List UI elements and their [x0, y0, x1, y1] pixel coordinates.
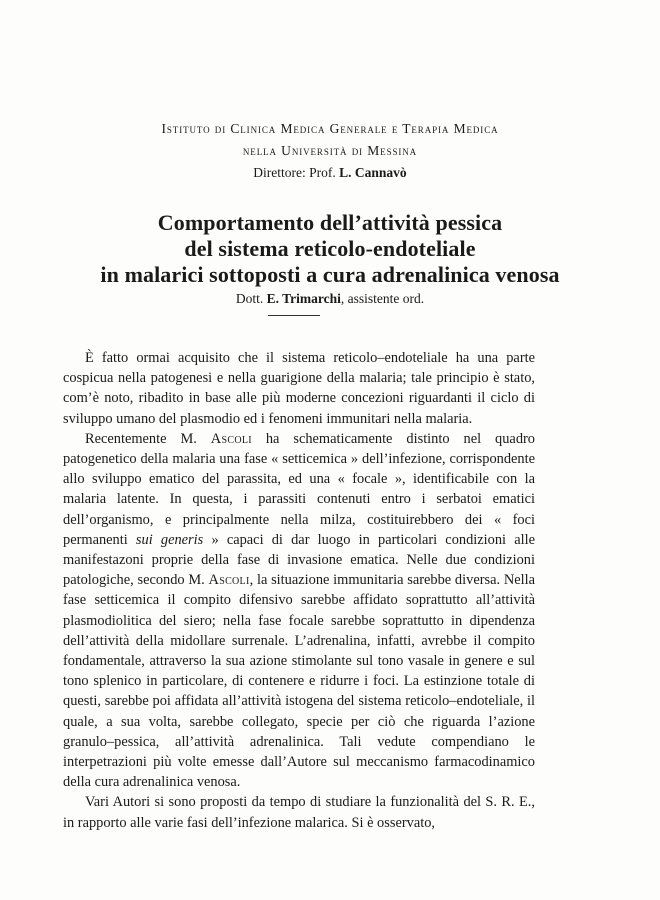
p2-author-name: Ascoli [210, 430, 252, 447]
p2-text-b: ha schematicamente distinto nel quadro patogenetico della malaria una fase « setticemica » dell’infezione, corrispondente allo sviluppo ematico del parassita, ed una « focale », identificabile con la malaria latente. In questa, i parassiti contenuti entro i serbatoi ematici dell’organismo, e principalmente nella milza, costituirebbero dei « foci permanenti [63, 430, 536, 548]
director-line [0, 165, 660, 181]
author-name: E. Trimarchi [266, 291, 341, 306]
title-line-3: in malarici sottoposti a cura adrenalinica venosa [100, 262, 560, 287]
director-name: L. Cannavò [339, 165, 407, 180]
p2-text-a: Recentemente M. [85, 430, 211, 447]
author-role: , assistente ord. [340, 291, 425, 306]
paragraph-1: È fatto ormai acquisito che il sistema reticolo–endoteliale ha una parte cospicua nella patogenesi e nella guarigione della malaria; tale principio è stato, com’è noto, ribadito in base alle più moderne concezioni riguardanti il ciclo di sviluppo umano del plasmodio ed i fenomeni immunitari nella malaria. [63, 350, 535, 427]
p2-text-d: , la situazione immunitaria sarebbe diversa. Nella fase setticemica il compito difensivo sarebbe affidato soprattutto all’attività plasmodiolitica del siero; nella fase focale sarebbe soprattutto in dipendenza dell’attività della midollare surrenale. L’adrenalina, infatti, avrebbe il compito fondamentale, attraverso la sua azione stimolante sul tono vasale in genere e sul tono splenico in particolare, di contenere e ridurre i foci. La estinzione totale di questi, sarebbe poi affidata all’attività istogena del sistema reticolo–endoteliale, il quale, a sua volta, sarebbe collegato, specie per ciò che riguarda l’azione granulo–pessica, all’attività adrenalinica. Tali vedute compendiano le interpetrazioni più volte emesse dall’Autore sul meccanismo farmacodinamico della cura adrenalinica venosa. [63, 572, 535, 791]
body-text [63, 348, 535, 833]
paragraph-2 [63, 429, 535, 793]
title-line-1: Comportamento dell’attività pessica [157, 210, 503, 235]
title-line-2: del sistema reticolo-endoteliale [184, 236, 476, 261]
institute-line-1: Istituto di Clinica Medica Generale e Terapia Medica [161, 121, 499, 136]
paragraph-3: Vari Autori si sono proposti da tempo di studiare la funzionalità del S. R. E., in rapporto alle varie fasi dell’infezione malarica. Si è osservato, [63, 794, 535, 831]
p2-author-name-2: Ascoli [208, 572, 250, 589]
author-line [0, 291, 660, 307]
institute-line-2: nella Università di Messina [242, 143, 418, 158]
p2-italic-term: sui generis [135, 531, 204, 548]
p2-text-c: » capaci di dar luogo in particolari condizioni alle manifestazoni proprie della fase di invasione ematica. Nelle due condizioni patologiche, secondo M. [63, 531, 535, 589]
director-label: Direttore: Prof. [253, 165, 336, 180]
title-divider [268, 315, 320, 316]
author-prefix: Dott. [235, 291, 264, 306]
